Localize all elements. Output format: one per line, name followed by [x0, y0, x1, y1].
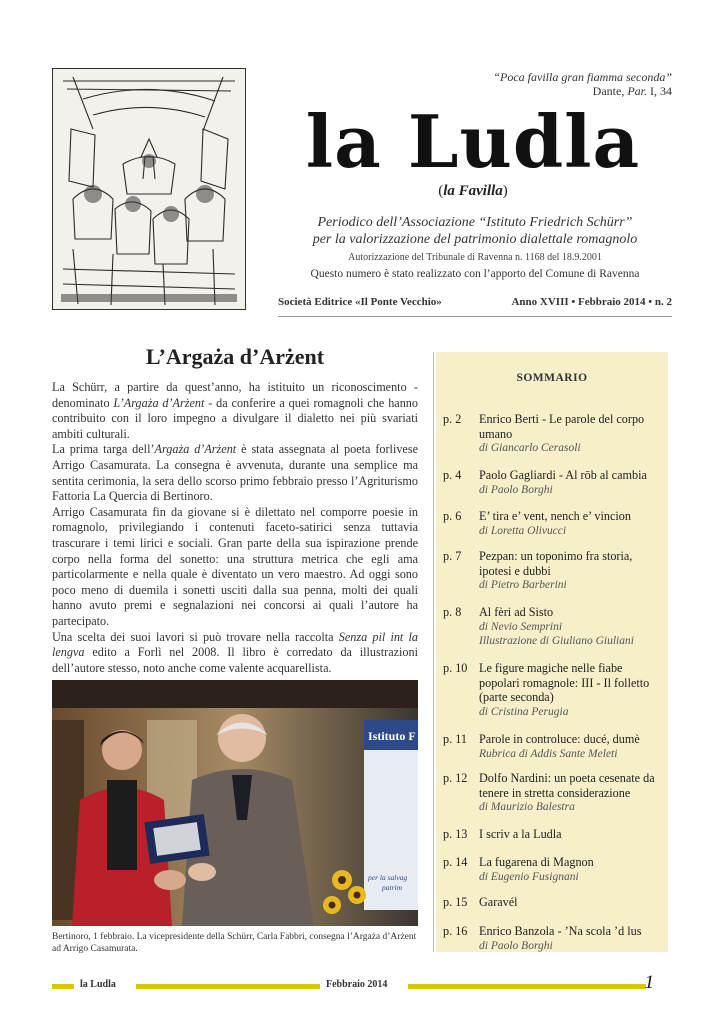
entry-page: p. 13: [443, 827, 468, 841]
plaque: [144, 814, 209, 864]
entry-page: p. 2: [443, 412, 462, 426]
photo-illustration: [52, 680, 418, 926]
entry-title: Enrico Banzola - ’Na scola ’d lus: [479, 924, 642, 938]
footer-bar: [408, 984, 646, 989]
sommario-entry[interactable]: [443, 771, 665, 815]
page-number: 1: [644, 972, 654, 993]
association-line-1: Periodico dell’Associazione “Istituto Friedrich Schürr”: [317, 215, 633, 230]
entry-author: di Pietro Barberini: [479, 579, 567, 592]
paragraph-text: Una scelta dei suoi lavori si può trovare nella raccolta: [52, 629, 339, 644]
support-note: Questo numero è stato realizzato con l’apporto del Comune di Ravenna: [310, 268, 640, 280]
article-paragraph: Arrigo Casamurata fin da giovane si è dilettato nel comporre poesie in romagnolo, privilegiando i contenuti faceto-satirici senza tuttavia trascurare i temi lirici e sociali. Gran parte della sua ispirazione prende corpo nella forma del sonetto: una struttura metrica che egli ama particolarmente e nella quale è diventato un vero maestro. Ad oggi sono poco meno di duemila i sonetti usciti dalla sua penna, molti dei quali hanno avuto premi e segnalazioni nei concorsi ai quali l’autore ha partecipato.: [52, 504, 418, 628]
sommario-title: SOMMARIO: [516, 372, 588, 384]
entry-page: p. 6: [443, 509, 462, 523]
authorization-note: Autorizzazione del Tribunale di Ravenna n. 1168 del 18.9.2001: [348, 252, 602, 263]
entry-title: Pezpan: un toponimo fra storia, ipotesi e dubbi: [479, 549, 633, 578]
subtitle-close: ): [502, 183, 508, 199]
entry-title: I scriv a la Ludla: [479, 827, 562, 841]
paragraph-text: - da conferire a quei romagnoli che hanno contribuito con il loro impegno a divulgare il dialetto nei più svariati ambiti culturali.: [52, 395, 418, 441]
entry-page: p. 4: [443, 468, 462, 482]
entry-page: p. 11: [443, 732, 467, 746]
sommario-entry[interactable]: [443, 855, 665, 884]
entry-title: Parole in controluce: ducé, dumè: [479, 732, 640, 746]
motto-source: [493, 84, 672, 98]
entry-page: p. 10: [443, 661, 468, 675]
sommario-entry[interactable]: [443, 732, 665, 761]
entry-title: Al fèri ad Sisto: [479, 605, 554, 619]
column-divider: [433, 352, 434, 952]
entry-title: Paolo Gagliardi - Al rōb al cambia: [479, 468, 647, 482]
header-divider: [278, 316, 672, 317]
article-body: [52, 380, 418, 676]
entry-author: di Paolo Borghi: [479, 483, 553, 496]
ceremony-photo: [52, 680, 418, 926]
banner-small-text-1: per la salvag: [368, 873, 408, 882]
issue-info: Anno XVIII • Febbraio 2014 • n. 2: [511, 296, 672, 308]
motto-source-prefix: Dante,: [592, 84, 628, 98]
motto-source-work: Par.: [627, 84, 647, 98]
sommario-entry[interactable]: [443, 509, 665, 538]
banner-small-text-2: patrim: [382, 883, 403, 892]
entry-page: p. 14: [443, 855, 468, 869]
association-description: [270, 214, 680, 248]
sommario-entry[interactable]: [443, 412, 665, 456]
paragraph-text: è stata assegnata al poeta forlivese Arrigo Casamurata. La consegna è avvenuta, durante una semplice ma sentita cerimonia, la sera dello scorso primo febbraio presso l’Agriturismo Fattoria La Quercia di Bertinoro.: [52, 442, 418, 504]
sommario-entry[interactable]: [443, 827, 665, 842]
entry-title: La fugarena di Magnon: [479, 855, 594, 869]
entry-author: di Paolo Borghi: [479, 939, 553, 952]
entry-title: Le figure magiche nelle fiabe popolari romagnole: III - Il folletto (parte seconda): [479, 661, 650, 705]
photo-caption: Bertinoro, 1 febbraio. La vicepresidente della Schürr, Carla Fabbri, consegna l’Argaża d’Arżent ad Arrigo Casamurata.: [52, 932, 417, 954]
masthead-illustration: [52, 68, 246, 310]
entry-page: p. 16: [443, 924, 468, 938]
page-footer: [52, 972, 672, 994]
entry-page: p. 8: [443, 605, 462, 619]
paragraph-text: edito a Forlì nel 2008. Il libro è corredato da illustrazioni dell’autore stesso, noto anche come valente acquarellista.: [52, 645, 418, 675]
sommario-entry[interactable]: [443, 895, 665, 910]
paragraph-italic: Argaża d’Arżent: [154, 442, 237, 457]
entry-author: di Eugenio Fusignani: [479, 870, 579, 883]
footer-bar: [136, 984, 320, 989]
sommario-entry[interactable]: [443, 661, 665, 719]
entry-title: Garavél: [479, 895, 518, 909]
entry-title: E’ tira e’ vent, nench e’ vincion: [479, 509, 631, 523]
entry-author: di Loretta Olivucci: [479, 524, 567, 537]
entry-author: di Giancarlo Cerasoli: [479, 442, 581, 455]
footer-bar: [52, 984, 74, 989]
entry-author: di Nevio Semprini: [479, 620, 563, 633]
footer-date: Febbraio 2014: [326, 979, 388, 990]
paragraph-italic: Senza pil int la lengva: [52, 629, 418, 660]
article-paragraph: [52, 380, 418, 442]
article-paragraph: [52, 630, 418, 677]
subtitle-text: la Favilla: [443, 183, 503, 199]
entry-title: Dolfo Nardini: un poeta cesenate da tenere in stretta considerazione: [479, 771, 655, 800]
entry-author: Rubrica di Addis Sante Meleti: [479, 747, 618, 760]
paragraph-text: La Schürr, a partire da quest’anno, ha istituito un riconoscimento - denominato: [52, 380, 418, 410]
association-line-2: per la valorizzazione del patrimonio dialettale romagnolo: [312, 232, 638, 247]
entry-author: di Maurizio Balestra: [479, 801, 575, 814]
sommario-entry[interactable]: [443, 924, 665, 953]
entry-illustrator: Illustrazione di Giuliano Giuliani: [479, 635, 634, 648]
banner-text: Istituto F: [368, 729, 416, 743]
motto: [493, 70, 672, 98]
paragraph-text: La prima targa dell’: [52, 442, 155, 457]
publisher: Società Editrice «Il Ponte Vecchio»: [278, 296, 442, 308]
article-title: L’Argaża d’Arżent: [145, 344, 325, 369]
motto-quote: “Poca favilla gran fiamma seconda”: [493, 70, 672, 84]
sommario-entry[interactable]: [443, 549, 665, 593]
motto-source-suffix: I, 34: [647, 84, 672, 98]
entry-page: p. 12: [443, 771, 468, 785]
sommario-entry[interactable]: [443, 605, 665, 649]
entry-page: p. 15: [443, 895, 468, 909]
article-paragraph: [52, 442, 418, 504]
sketch-drawing: [53, 69, 245, 309]
entry-title: Enrico Berti - Le parole del corpo umano: [479, 412, 645, 441]
subtitle-open: (: [438, 183, 444, 199]
entry-author: di Cristina Perugia: [479, 705, 569, 718]
newspaper-title: la Ludla: [305, 99, 641, 184]
sommario-entry[interactable]: [443, 468, 665, 497]
newspaper-subtitle: [278, 183, 668, 200]
paragraph-italic: L’Argaża d’Arżent: [113, 395, 205, 410]
footer-title: la Ludla: [80, 979, 116, 990]
entry-page: p. 7: [443, 549, 462, 563]
